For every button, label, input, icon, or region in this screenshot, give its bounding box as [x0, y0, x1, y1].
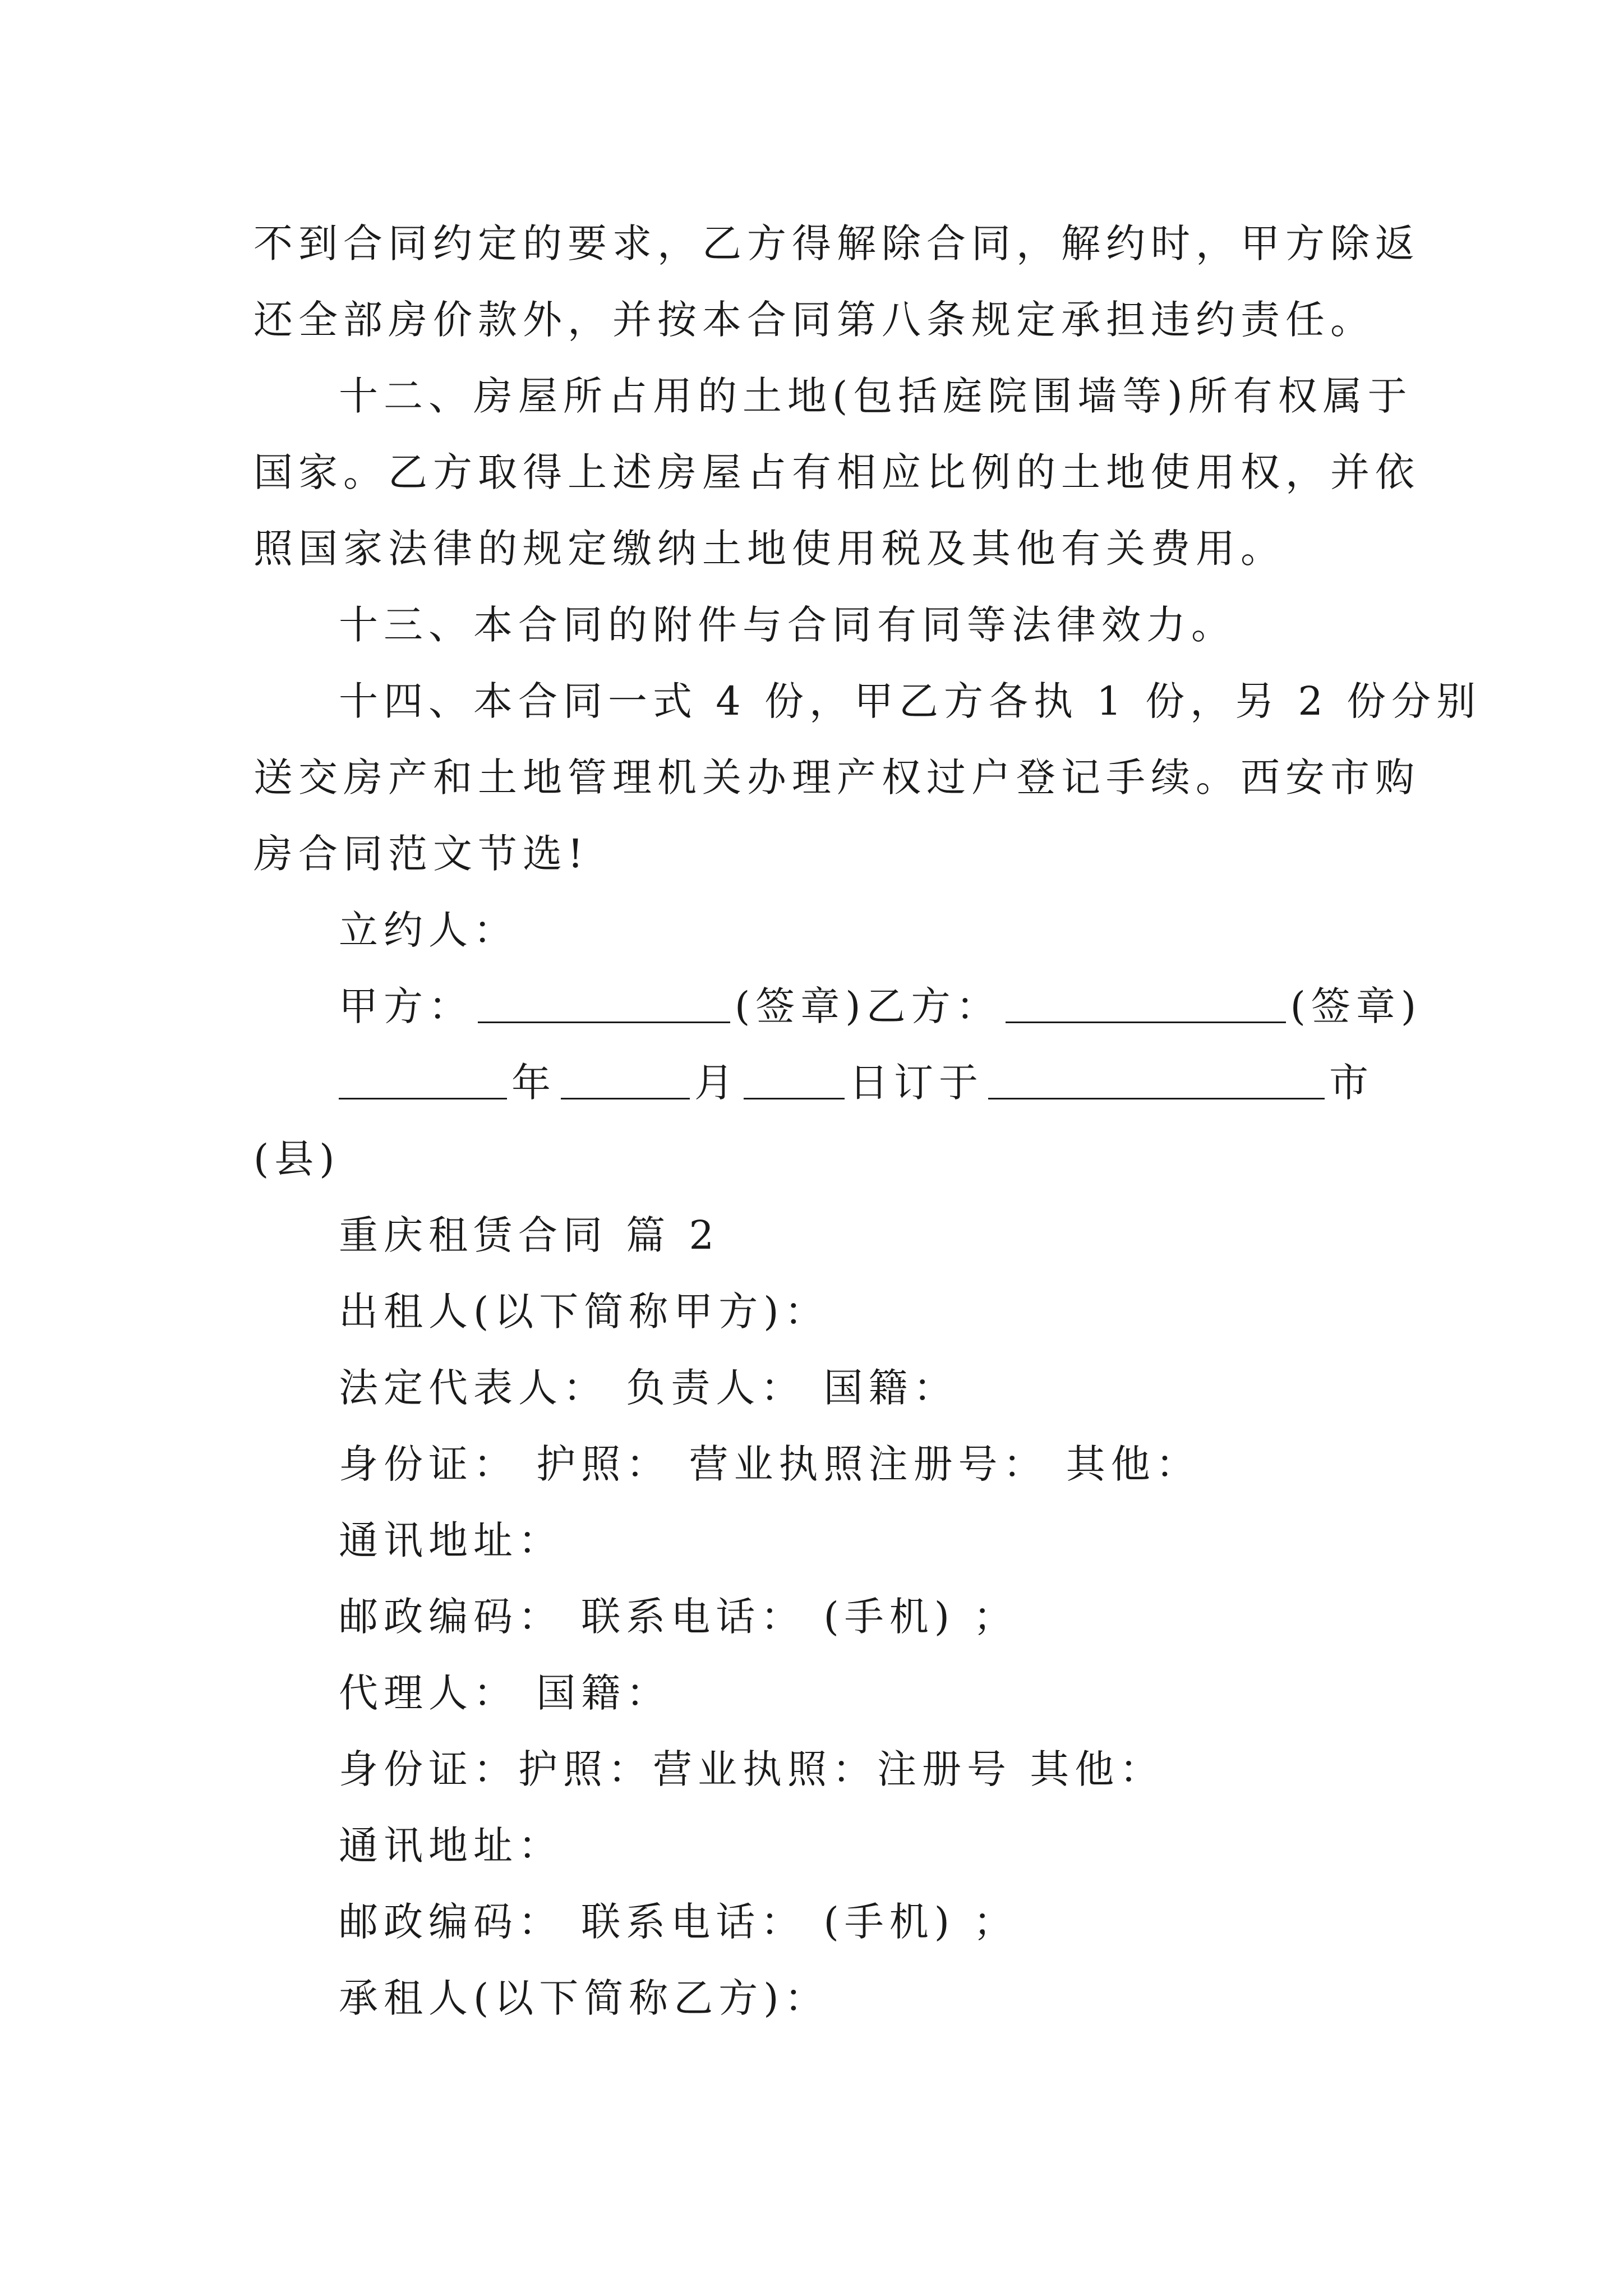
body-line: 送交房产和土地管理机关办理产权过户登记手续。西安市购 [253, 754, 1420, 800]
clause-13-line: 十三、本合同的附件与合同有同等法律效力。 [339, 602, 1236, 648]
body-line: 还全部房价款外，并按本合同第八条规定承担违约责任。 [253, 297, 1375, 343]
signature-line [339, 967, 1422, 1046]
party-b-blank [1006, 986, 1286, 1023]
body-line: 房合同范文节选! [253, 831, 589, 877]
party-b-seal: (签章) [1290, 983, 1422, 1029]
county-label: (县) [253, 1136, 340, 1182]
clause-12-line: 十二、房屋所占用的土地(包括庭院围墙等)所有权属于 [339, 373, 1413, 419]
year-label: 年 [511, 1060, 556, 1106]
form-line-agent-id: 身份证：护照：营业执照：注册号 其他： [339, 1746, 1165, 1792]
signatory-label: 立约人： [339, 907, 518, 953]
form-line-id: 身份证： 护照： 营业执照注册号： 其他： [339, 1441, 1201, 1487]
form-line-agent-address: 通讯地址： [339, 1823, 563, 1869]
form-line-lessor: 出租人(以下简称甲方)： [339, 1289, 829, 1335]
form-line-address: 通讯地址： [339, 1517, 563, 1563]
city-blank [988, 1062, 1325, 1099]
party-a-label: 甲方： [339, 983, 473, 1029]
section-title: 重庆租赁合同 篇 2 [339, 1212, 720, 1258]
body-line: 不到合同约定的要求，乙方得解除合同，解约时，甲方除返 [253, 220, 1420, 266]
day-signed-label: 日订于 [849, 1060, 984, 1106]
month-label: 月 [694, 1060, 739, 1106]
party-b-label: 乙方： [866, 983, 1001, 1029]
party-a-seal: (签章) [735, 983, 866, 1029]
form-line-agent-postcode: 邮政编码： 联系电话： (手机) ； [339, 1899, 1018, 1945]
form-line-legal-rep: 法定代表人： 负责人： 国籍： [339, 1365, 958, 1411]
date-line [339, 1043, 1381, 1122]
city-label: 市 [1329, 1060, 1374, 1106]
day-blank [744, 1062, 845, 1099]
body-line: 照国家法律的规定缴纳土地使用税及其他有关费用。 [253, 526, 1285, 572]
form-line-postcode: 邮政编码： 联系电话： (手机) ； [339, 1594, 1018, 1640]
form-line-agent: 代理人： 国籍： [339, 1670, 671, 1716]
month-blank [561, 1062, 690, 1099]
clause-14-line: 十四、本合同一式 4 份，甲乙方各执 1 份，另 2 份分别 [339, 678, 1482, 724]
year-blank [339, 1062, 507, 1099]
party-a-blank [478, 986, 730, 1023]
body-line: 国家。乙方取得上述房屋占有相应比例的土地使用权，并依 [253, 449, 1420, 495]
form-line-lessee: 承租人(以下简称乙方)： [339, 1975, 829, 2021]
